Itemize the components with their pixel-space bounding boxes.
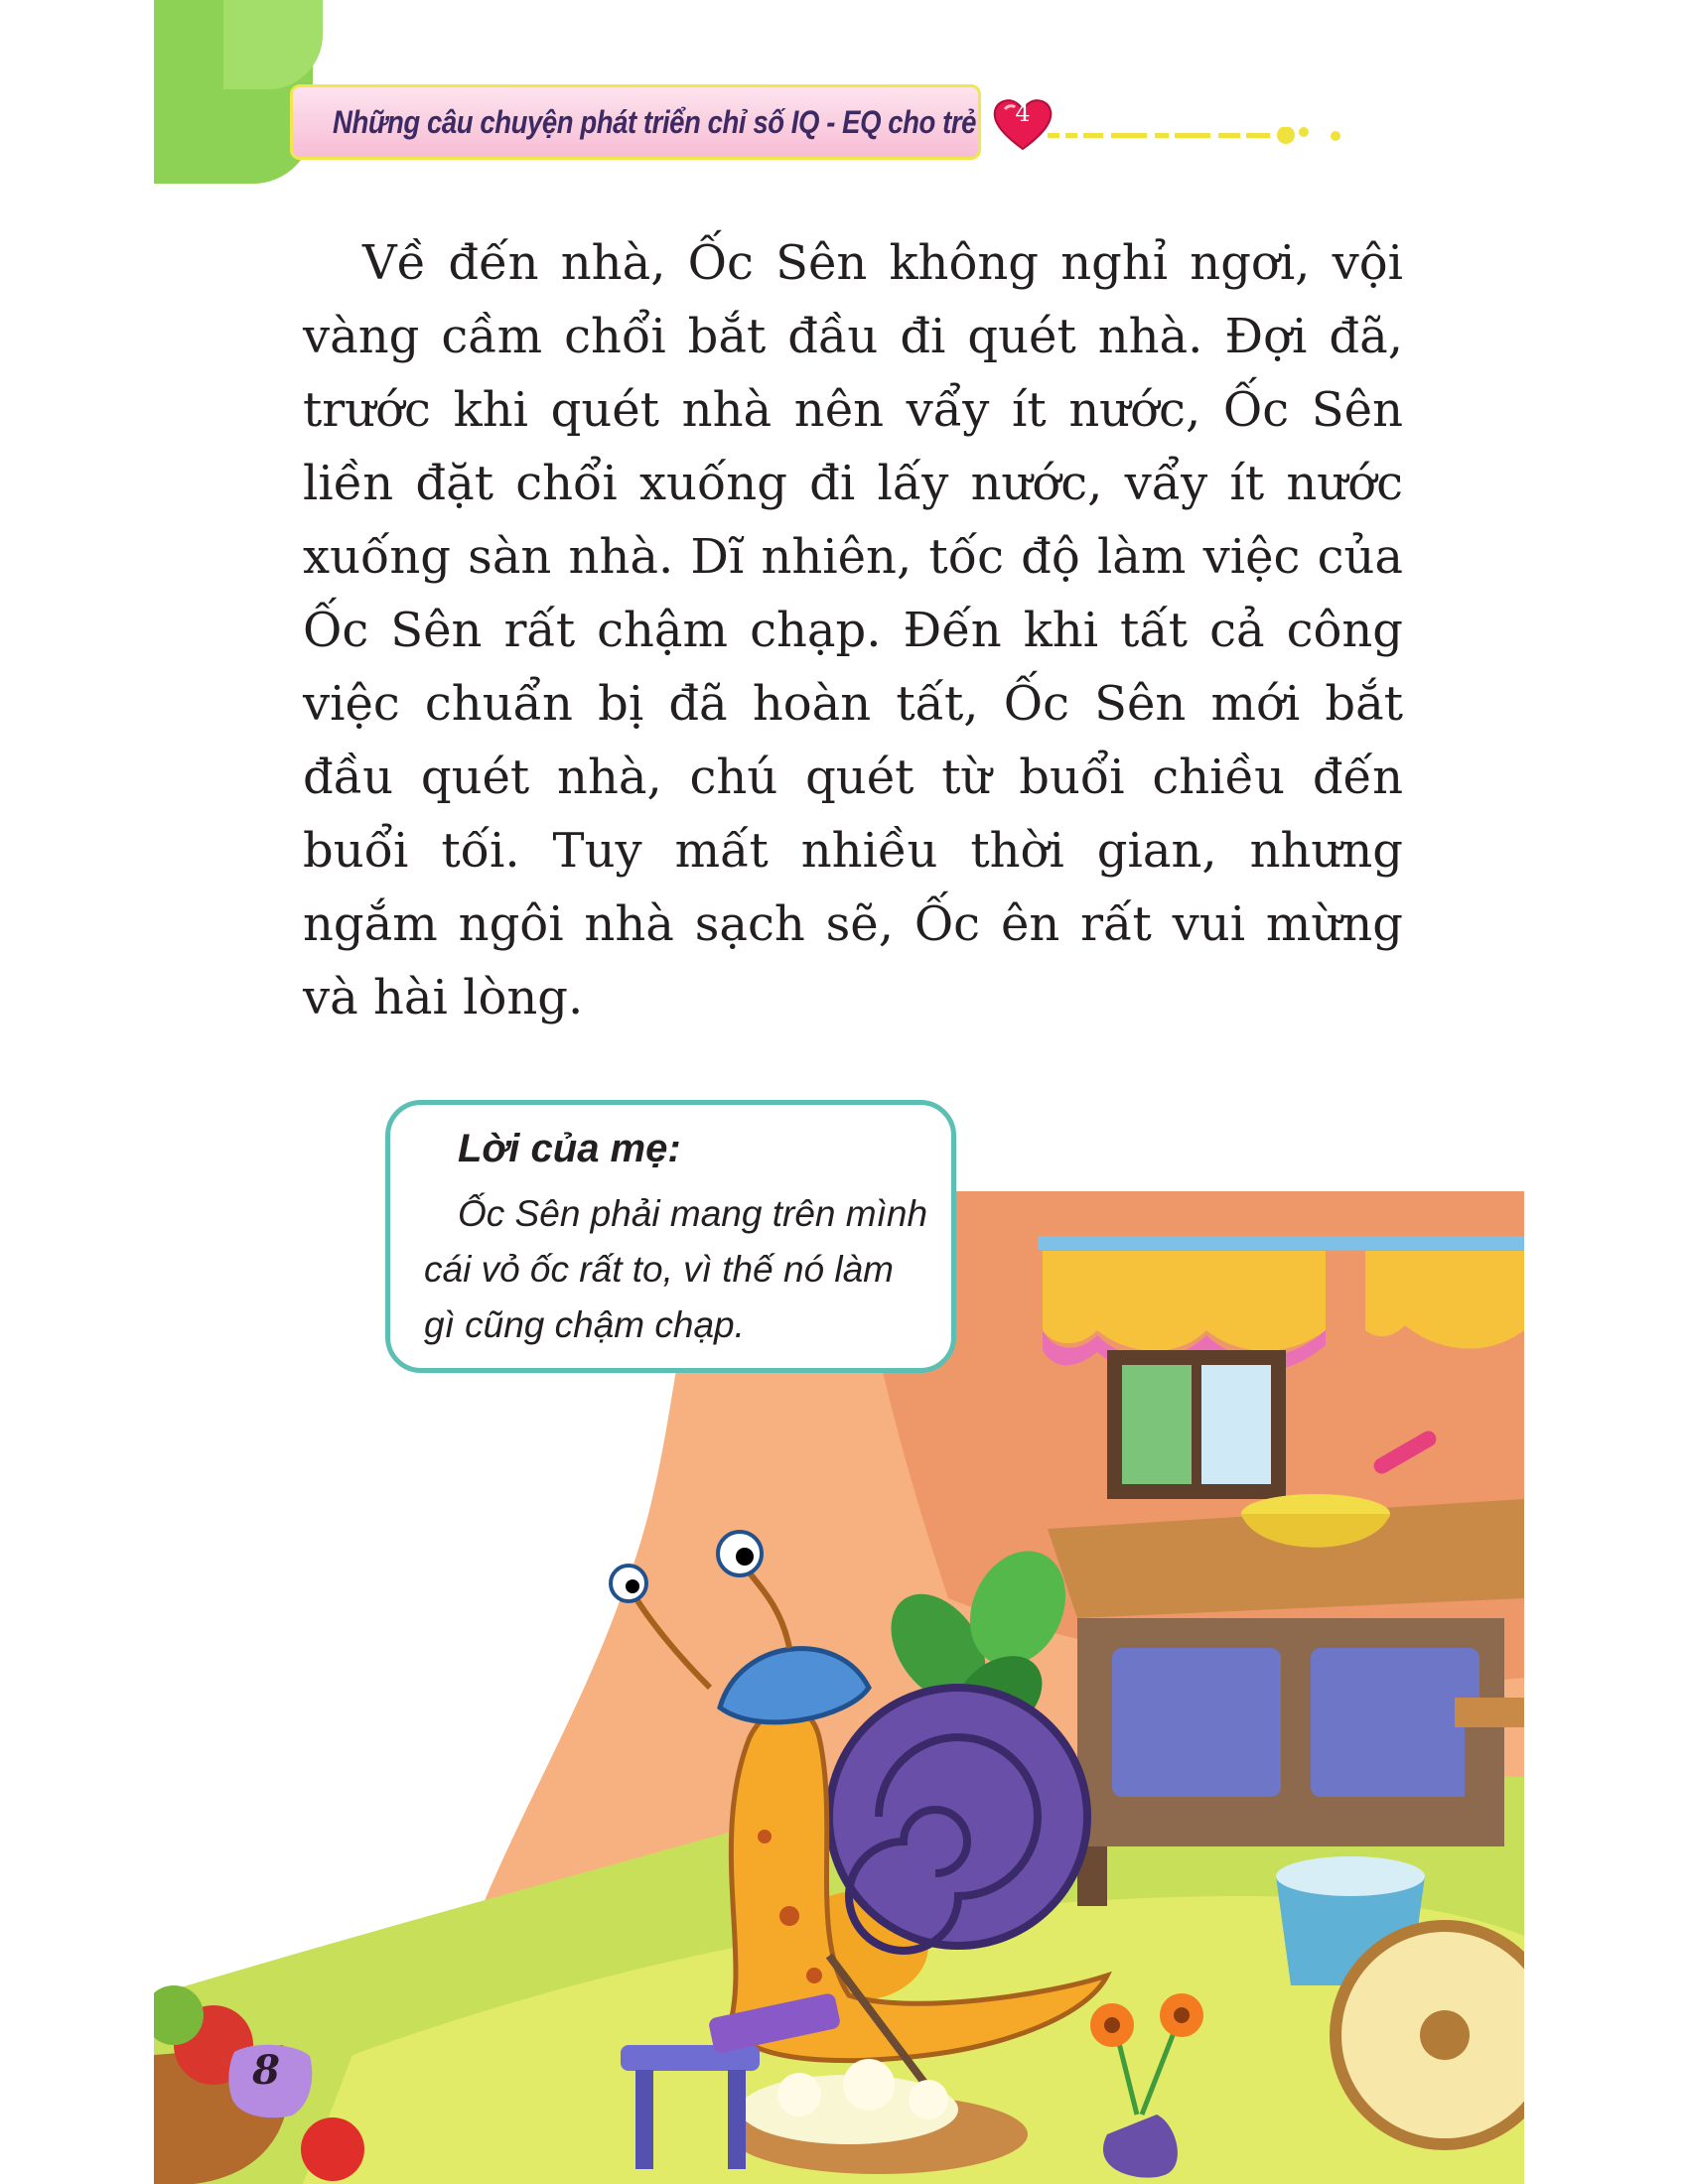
- story-paragraph: Về đến nhà, Ốc Sên không nghỉ ngơi, vội vàng cầm chổi bắt đầu đi quét nhà. Đợi đã, trước khi quét nhà nên vẩy ít nước, Ốc Sên liền đặt chổi xuống đi lấy nước, vẩy ít nước xuống sàn nhà. Dĩ nhiên, tốc độ làm việc của Ốc Sên rất chậm chạp. Đến khi tất cả công việc chuẩn bị đã hoàn tất, Ốc Sên mới bắt đầu quét nhà, chú quét từ buổi chiều đến buổi tối. Tuy mất nhiều thời gian, nhưng ngắm ngôi nhà sạch sẽ, Ốc ên rất vui mừng và hài lòng.: [303, 235, 1403, 1025]
- book-title: Những câu chuyện phát triển chỉ số IQ - EQ cho trẻ: [333, 103, 977, 140]
- header-banner: [290, 84, 981, 160]
- page-number: 8: [252, 2047, 280, 2094]
- chapter-number: 4: [1015, 99, 1031, 127]
- mom-note-title: Lời của mẹ:: [458, 1127, 681, 1170]
- mom-note-box: [385, 1100, 956, 1373]
- mom-note-text: Ốc Sên phải mang trên mình cái vỏ ốc rất to, vì thế nó làm gì cũng chậm chạp.: [424, 1193, 928, 1345]
- dotted-line-decoration: [1048, 127, 1345, 145]
